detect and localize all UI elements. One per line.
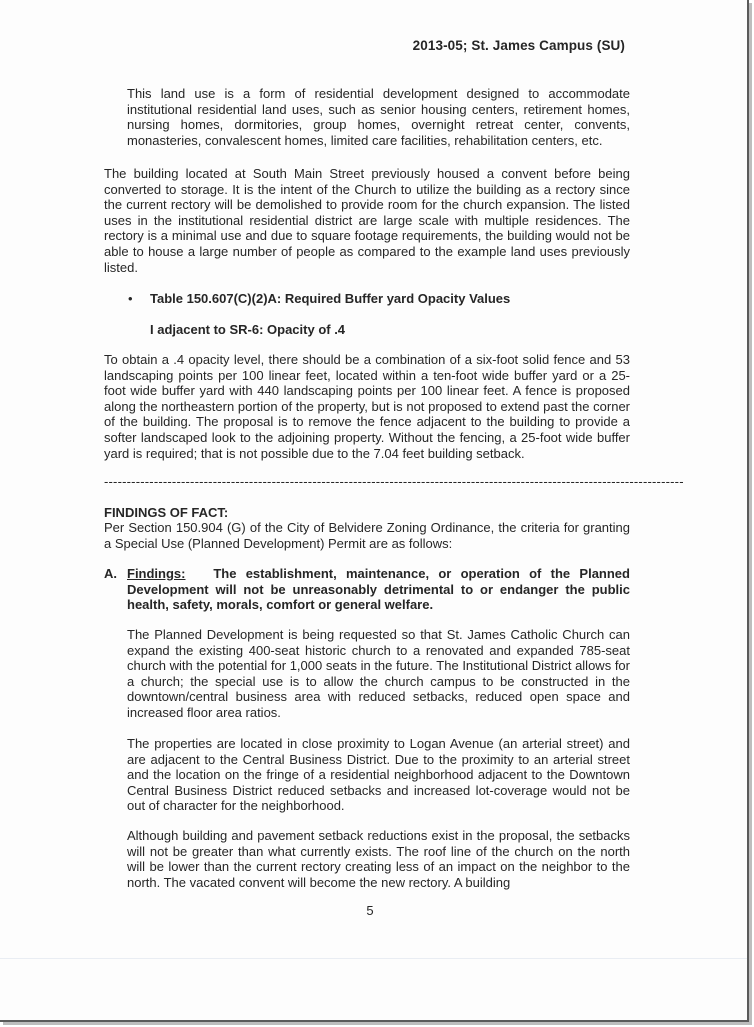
finding-a-letter: A. [104,566,117,581]
finding-a-statement [127,566,630,613]
finding-a-text: The establishment, maintenance, or operation of the Planned Development will not be unreasonably detrimental to or endanger the public health, safety, morals, comfort or general welfare. [127,566,630,613]
opacity-paragraph: To obtain a .4 opacity level, there should be a combination of a six-foot solid fence and 53 landscaping points per 100 linear feet, located within a ten-foot wide buffer yard or a 25-foot wide buffer yard with 440 landscaping points per 100 linear feet. A fence is proposed along the northeastern portion of the property, but is not proposed to extend past the corner of the building. The proposal is to remove the fence adjacent to the building to provide a softer landscaped look to the adjoining property. Without the fencing, a 25-foot wide buffer yard is required; that is not possible due to the 7.04 feet building setback. [104,352,630,461]
planned-development-paragraph: The Planned Development is being requested so that St. James Catholic Church can expand the existing 400-seat historic church to a renovated and expanded 785-seat church with the potential for 1,000 seats in the future. The Institutional District allows for a church; the special use is to allow the church campus to be constructed in the downtown/central business area with reduced setbacks, reduced open space and increased floor area ratios. [127,627,630,720]
section-divider: -------------------------------------------------------------------------------------------------------------------------------- [104,474,684,489]
location-paragraph: The properties are located in close proximity to Logan Avenue (an arterial street) and are adjacent to the Central Business District. Due to the proximity to an arterial street and the location on the fringe of a residential neighborhood adjacent to the Downtown Central Business District reduced setbacks and increased lot-coverage would not be out of character for the neighborhood. [127,736,630,814]
building-use-paragraph: The building located at South Main Street previously housed a convent before being converted to storage. It is the intent of the Church to utilize the building as a rectory since the current rectory will be demolished to provide room for the church expansion. The listed uses in the institutional residential district are large scale with multiple residences. The rectory is a minimal use and due to square footage requirements, the building would not be able to house a large number of people as compared to the example land uses previously listed. [104,166,630,275]
page-number: 5 [366,903,374,918]
opacity-subheading: I adjacent to SR-6: Opacity of .4 [150,322,346,337]
findings-intro: Per Section 150.904 (G) of the City of Belvidere Zoning Ordinance, the criteria for granting a Special Use (Planned Development) Permit are as follows: [104,520,630,551]
scan-artifact-line [0,958,747,959]
page-header: 2013-05; St. James Campus (SU) [412,38,625,53]
findings-of-fact-heading: FINDINGS OF FACT: [104,505,229,520]
bullet-marker: • [128,291,133,306]
table-heading: Table 150.607(C)(2)A: Required Buffer yard Opacity Values [150,291,511,306]
finding-a-label: Findings: [127,566,186,581]
setback-paragraph: Although building and pavement setback reductions exist in the proposal, the setbacks will not be greater than what currently exists. The roof line of the church on the north will be lower than the current rectory creating less of an impact on the neighbor to the north. The vacated convent will become the new rectory. A building [127,828,630,890]
institutional-residential-description: This land use is a form of residential development designed to accommodate institutional residential land uses, such as senior housing centers, retirement homes, nursing homes, dormitories, group homes, overnight retreat center, convents, monasteries, convalescent homes, limited care facilities, rehabilitation centers, etc. [127,86,630,148]
